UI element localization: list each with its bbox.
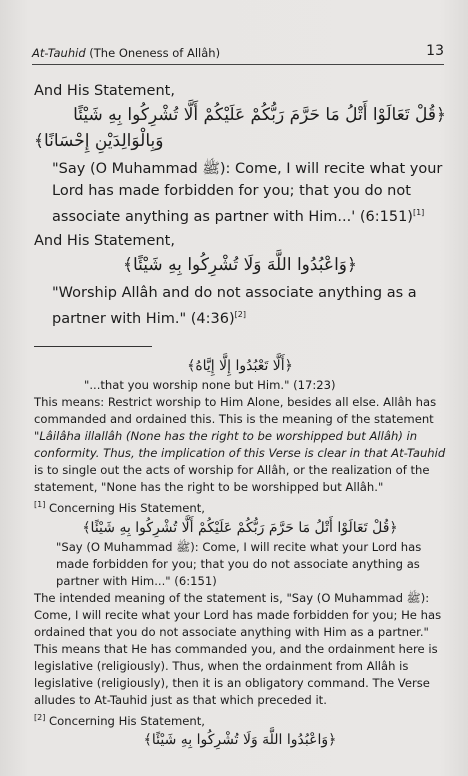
footnote-arabic-1: ﴿أَلَّا تَعْبُدُوا إِلَّا إِيَّاهُ﴾	[187, 357, 293, 374]
arabic-verse-1-line-2: وَبِالْوَالِدَيْنِ إِحْسَانًا﴾	[34, 131, 164, 151]
translation-quote-1: "Say (O Muhammad ﷺ): Come, I will recite what your Lord has made forbidden for you; that you do not associate anything as partner with Him...' (6:151)[1]	[52, 161, 443, 225]
footnote-divider	[34, 346, 152, 347]
footnote-quote-1: "...that you worship none but Him." (17:23)	[84, 377, 336, 392]
footnote-ref-1[interactable]: [1]	[412, 208, 425, 217]
footnote-quote-2: "Say (O Muhammad ﷺ): Come, I will recite what your Lord has made forbidden for you; that you do not associate anything as partner with Him..." (6:151)	[56, 539, 422, 588]
translation-quote-2: "Worship Allâh and do not associate anything as a partner with Him." (4:36)[2]	[52, 284, 417, 327]
footnote-2-marker: [2]	[34, 712, 46, 722]
footnote-1-marker: [1]	[34, 499, 46, 509]
running-header	[32, 42, 444, 65]
statement-heading-1: And His Statement,	[34, 83, 175, 99]
footnote-arabic-3: ﴿وَاعْبُدُوا اللَّهَ وَلَا تُشْرِكُوا بِهِ شَيْئًا﴾	[143, 732, 337, 749]
page-number: 13	[426, 43, 444, 59]
header-title: At-Tauhid (The Oneness of Allâh)	[32, 46, 221, 60]
main-text	[34, 80, 446, 751]
arabic-verse-2: ﴿وَاعْبُدُوا اللَّهَ وَلَا تُشْرِكُوا بِهِ شَيْئًا﴾	[123, 254, 357, 275]
footnote-1-heading: [1] Concerning His Statement,	[34, 499, 205, 515]
arabic-verse-1-line-1: ﴿قُلْ تَعَالَوْا أَتْلُ مَا حَرَّمَ رَبُّكُمْ عَلَيْكُمْ أَلَّا تُشْرِكُوا بِهِ شَيْئًا	[73, 105, 446, 125]
footnote-paragraph-1: This means: Restrict worship to Him Alone, besides all else. Allâh has commanded and ordained this. This is the meaning of the statement "Lâilâha illallâh (None has the right to be worshipped but Allâh) in conformity. Thus, the implication of this Verse is clear in that At-Tauhid is to single out the acts of worship for Allâh, or the realization of the statement, "None has the right to be worshipped but Allâh."	[34, 394, 446, 494]
footnote-ref-2[interactable]: [2]	[234, 309, 246, 319]
footnote-paragraph-2: The intended meaning of the statement is, "Say (O Muhammad ﷺ): Come, I will recite what your Lord has made forbidden for you; He has ordained that you do not associate anything with Him as a partner." This means that He has commanded you, and the ordainment here is legislative (religiously). Thus, when the ordainment from Allâh is legislative (religiously), then it is an obligatory command. The Verse alludes to At-Tauhid just as that which preceded it.	[34, 590, 442, 707]
footnote-2-heading: [2] Concerning His Statement,	[34, 712, 205, 728]
statement-heading-2: And His Statement,	[34, 232, 175, 249]
footnote-arabic-2: ﴿قُلْ تَعَالَوْا أَتْلُ مَا حَرَّمَ رَبُّكُمْ عَلَيْكُمْ أَلَّا تُشْرِكُوا بِهِ شَيْئًا﴾	[82, 519, 398, 536]
